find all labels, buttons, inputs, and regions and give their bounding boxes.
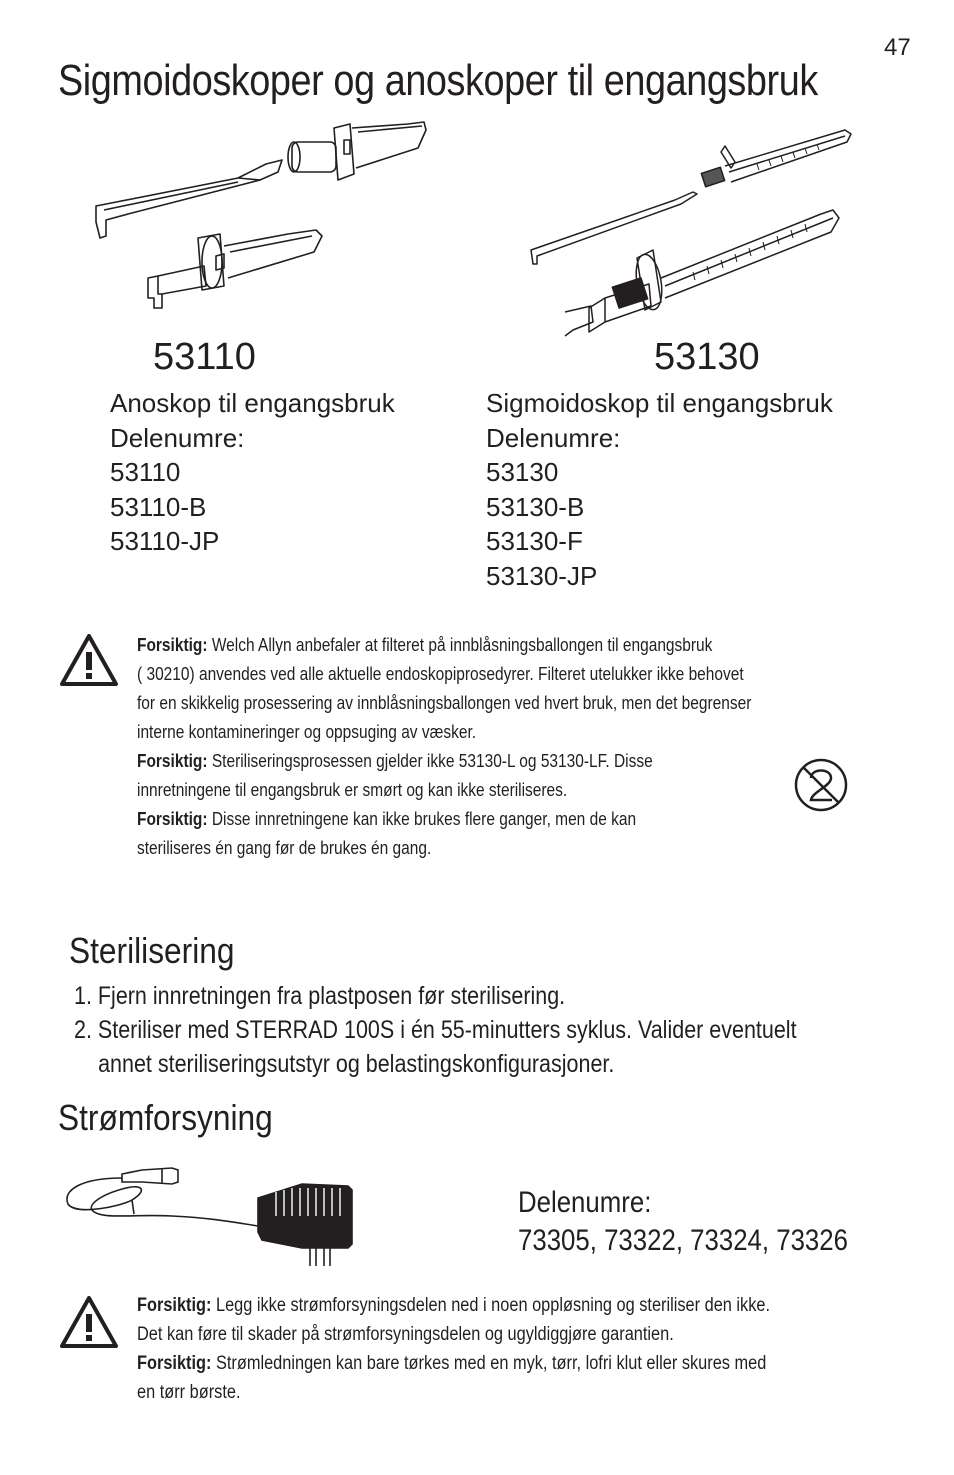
anoscope-illustration — [88, 118, 438, 318]
part-number: 53110-JP — [110, 526, 220, 556]
part-number: 53130 — [486, 457, 559, 487]
caution-text: Legg ikke strømforsyningsdelen ned i noen oppløsning og steriliser den ikke. — [211, 1295, 771, 1316]
caution-text: Strømledningen kan bare tørkes med en myk, tørr, lofri klut eller skures med — [211, 1353, 767, 1374]
parts-label: Delenumre: — [110, 422, 245, 453]
part-number: 53110 — [110, 457, 181, 487]
part-number: 53130-B — [486, 491, 585, 522]
caution-label: Forsiktig: — [137, 1353, 212, 1374]
power-supply-illustration — [62, 1160, 354, 1270]
caution-label: Forsiktig: — [137, 809, 208, 829]
caution-text: en tørr børste. — [137, 1382, 241, 1403]
caution-label: Forsiktig: — [137, 751, 208, 771]
caution-label: Forsiktig: — [137, 1295, 212, 1316]
sterilization-steps — [74, 979, 797, 1081]
caution-text: Disse innretningene kan ikke brukes flere ganger, men de kan — [207, 809, 637, 829]
do-not-reuse-icon — [792, 756, 850, 814]
product-name: Anoskop til engangsbruk — [110, 388, 395, 418]
caution-text: for en skikkelig prosessering av innblåsningsballongen ved hvert bruk, men det begrenser — [137, 693, 752, 713]
part-numbers: 73305, 73322, 73324, 73326 — [518, 1224, 848, 1257]
list-item: 2. Steriliser med STERRAD 100S i én 55-minutters syklus. Valider eventuelt — [74, 1016, 797, 1044]
parts-label: Delenumre: — [486, 422, 621, 453]
product-info-anoscope — [110, 386, 395, 559]
power-supply-parts — [518, 1184, 848, 1260]
caution-text: Welch Allyn anbefaler at filteret på innblåsningsballongen til engangsbruk — [207, 635, 713, 655]
product-info-sigmoidoscope — [486, 386, 833, 593]
product-code-53130: 53130 — [654, 336, 760, 378]
section-heading-power-supply: Strømforsyning — [58, 1097, 273, 1138]
section-heading-sterilization: Sterilisering — [69, 930, 235, 971]
caution-text: ( 30210) anvendes ved alle aktuelle endoskopiprosedyrer. Filteret utelukker ikke behovet — [137, 664, 744, 684]
sigmoidoscope-illustration — [525, 122, 855, 337]
part-number: 53110-B — [110, 491, 207, 522]
caution-label: Forsiktig: — [137, 635, 208, 655]
caution-text: steriliseres én gang før de brukes én gang. — [137, 838, 432, 858]
page-title: Sigmoidoskoper og anoskoper til engangsbruk — [58, 56, 818, 105]
product-code-53110: 53110 — [153, 336, 256, 378]
caution-block-1 — [137, 631, 751, 863]
caution-text: interne kontamineringer og oppsuging av væsker. — [137, 722, 477, 742]
list-item: 1. Fjern innretningen fra plastposen før sterilisering. — [74, 982, 566, 1010]
warning-triangle-icon — [58, 632, 120, 690]
part-number: 53130-JP — [486, 560, 598, 591]
warning-triangle-icon — [58, 1294, 120, 1352]
list-item: annet steriliseringsutstyr og belastingskonfigurasjoner. — [98, 1050, 615, 1078]
caution-block-2 — [137, 1291, 770, 1407]
product-name: Sigmoidoskop til engangsbruk — [486, 388, 833, 418]
caution-text: Det kan føre til skader på strømforsyningsdelen og ugyldiggjøre garantien. — [137, 1324, 674, 1345]
caution-text: Steriliseringsprosessen gjelder ikke 53130-L og 53130-LF. Disse — [207, 751, 653, 771]
caution-text: innretningene til engangsbruk er smørt og kan ikke steriliseres. — [137, 780, 568, 800]
part-number: 53130-F — [486, 526, 583, 556]
parts-label: Delenumre: — [518, 1186, 652, 1219]
page-number: 47 — [884, 34, 911, 61]
